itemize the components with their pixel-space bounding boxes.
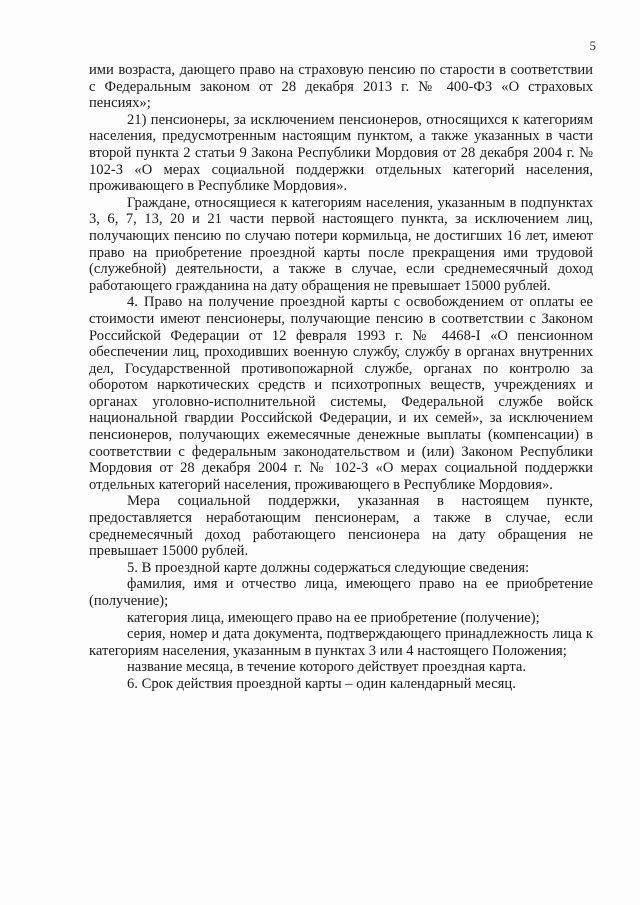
paragraph-point-5-document: серия, номер и дата документа, подтверждающего принадлежность лица к категориям населения, указанным в пунктах 3 или 4 настоящего Положения; xyxy=(89,626,593,659)
page-number: 5 xyxy=(589,38,596,53)
paragraph-support-measure: Мера социальной поддержки, указанная в настоящем пункте, предоставляется неработающим пенсионерам, а также в случае, если среднемесячный доход работающего пенсионера на дату обращения не превышает 15000 рублей. xyxy=(89,493,593,560)
paragraph-citizens-categories: Граждане, относящиеся к категориям населения, указанным в подпунктах 3, 6, 7, 13, 20 и 21 части первой настоящего пункта, за исключением лиц, получающих пенсию по случаю потери кормильца, не достигших 16 лет, имеют право на приобретение проездной карты после прекращения ими трудовой (служебной) деятельности, а также в случае, если среднемесячный доход работающего гражданина на дату обращения не превышает 15000 рублей. xyxy=(89,194,593,294)
paragraph-point-5-month: название месяца, в течение которого действует проездная карта. xyxy=(127,659,527,676)
paragraph-point-6: 6. Срок действия проездной карты – один календарный месяц. xyxy=(127,675,516,692)
paragraph-point-5-name: фамилия, имя и отчество лица, имеющего право на ее приобретение (получение); xyxy=(89,576,593,609)
paragraph-point-5: 5. В проездной карте должны содержаться следующие сведения: xyxy=(127,559,530,576)
paragraph-point-4: 4. Право на получение проездной карты с освобождением от оплаты ее стоимости имеют пенсионеры, получающие пенсию в соответствии с Законом Российской Федерации от 12 февраля 1993 г. № 4468-I «О пенсионном обеспечении лиц, проходивших военную службу, службу в органах внутренних дел, Государственной противопожарной службе, органах по контролю за оборотом наркотических средств и психотропных веществ, учреждениях и органах уголовно-исполнительной системы, Федеральной службе войск национальной гвардии Российской Федерации, и их семей», за исключением пенсионеров, получающих ежемесячные денежные выплаты (компенсации) в соответствии с федеральным законодательством и (или) Законом Республики Мордовия от 28 декабря 2004 г. № 102-З «О мерах социальной поддержки отдельных категорий населения, проживающего в Республике Мордовия». xyxy=(89,294,593,493)
paragraph-continuation: ими возраста, дающего право на страховую пенсию по старости в соответствии с Федеральным законом от 28 декабря 2013 г. № 400-ФЗ «О страховых пенсиях»; xyxy=(89,62,593,112)
paragraph-item-21: 21) пенсионеры, за исключением пенсионеров, относящихся к категориям населения, предусмотренным настоящим пунктом, а также указанных в части второй пункта 2 статьи 9 Закона Республики Мордовия от 28 декабря 2004 г. № 102-З «О мерах социальной поддержки отдельных категорий населения, проживающего в Республике Мордовия». xyxy=(89,111,593,195)
paragraph-point-5-category: категория лица, имеющего право на ее приобретение (получение); xyxy=(127,609,540,626)
document-body xyxy=(89,62,593,693)
